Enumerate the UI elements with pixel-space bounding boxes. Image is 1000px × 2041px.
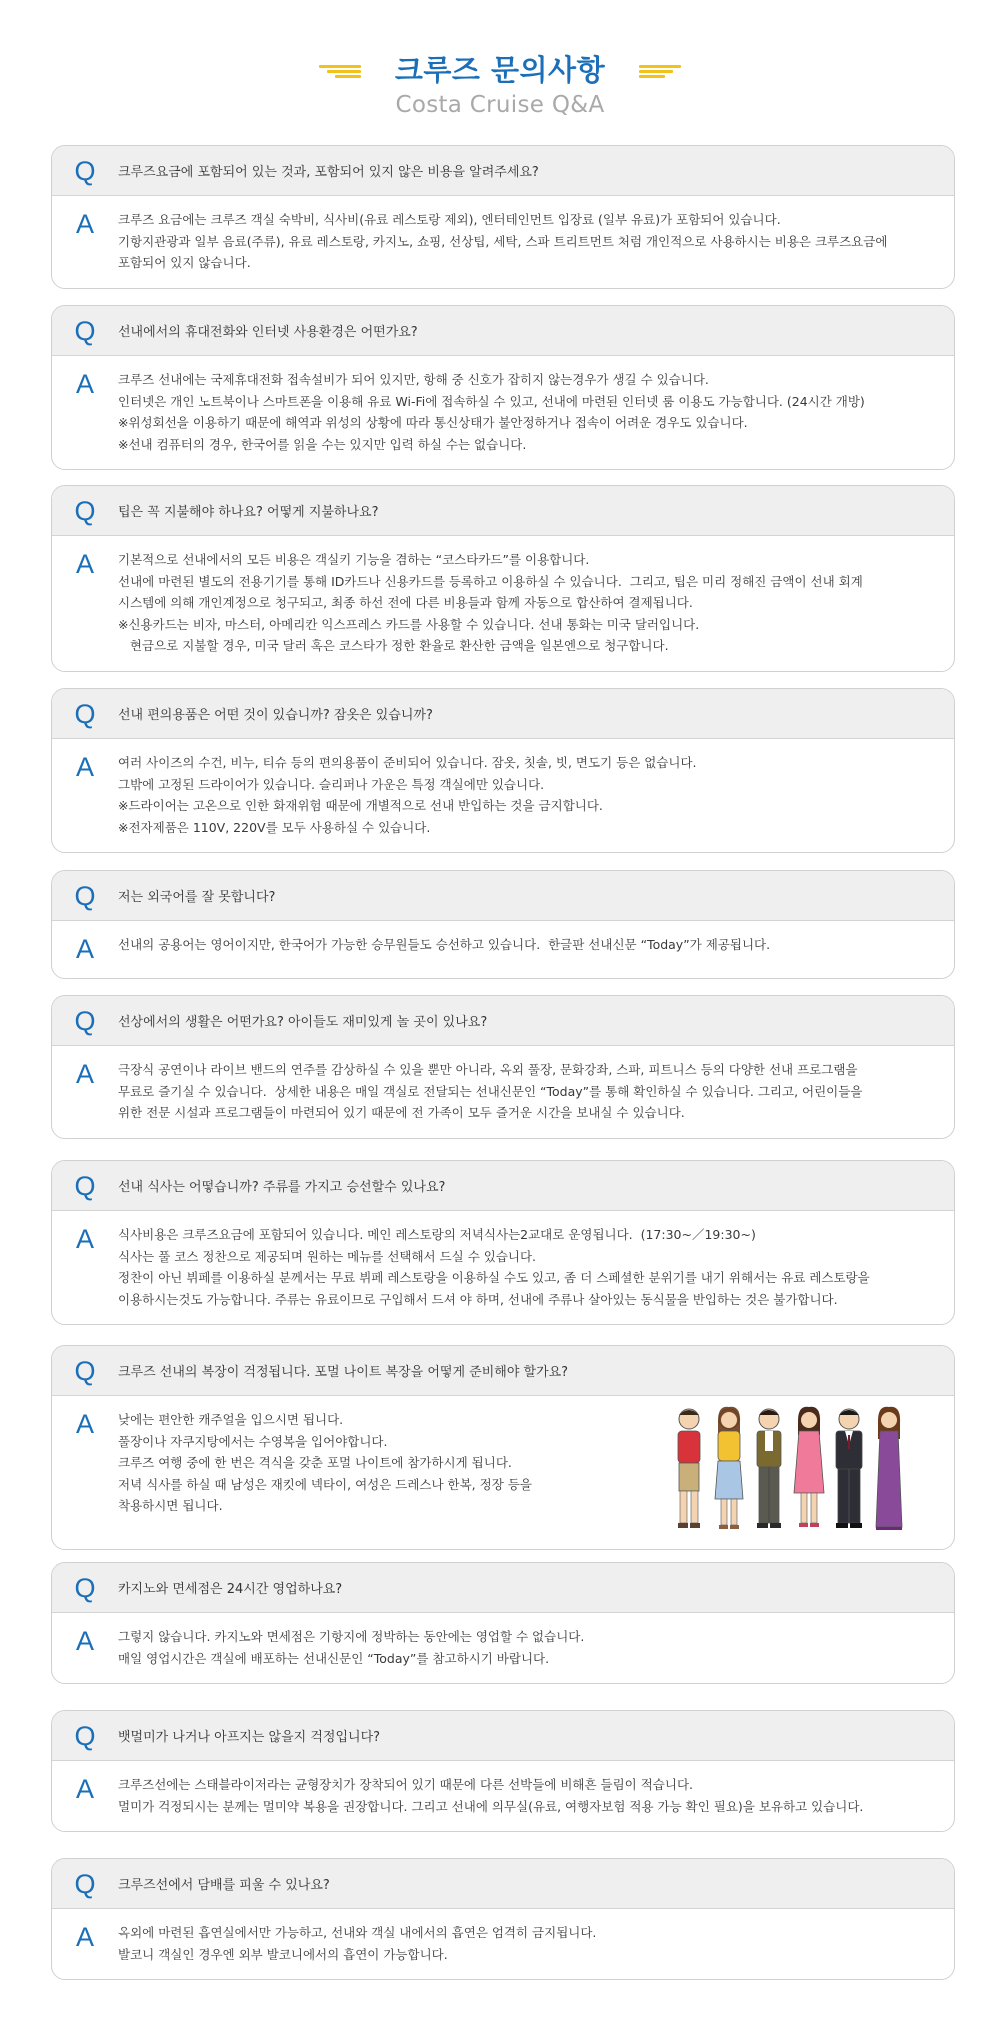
answer-row [52,1613,954,1683]
answer-row [52,1211,954,1324]
question-text: 카지노와 면세점은 24시간 영업하나요? [118,1582,343,1597]
question-mark: Q [74,155,96,186]
answer-line: 크루즈 선내에는 국제휴대전화 접속설비가 되어 있지만, 항해 중 신호가 잡히지 않는경우가 생길 수 있습니다. [118,372,709,387]
answer-line: 위한 전문 시설과 프로그램들이 마련되어 있기 때문에 전 가족이 모두 즐거운 시간을 보내실 수 있습니다. [118,1105,685,1120]
question-row [52,996,954,1046]
answer-mark: A [75,209,94,239]
answer-line: 옥외에 마련된 흡연실에서만 가능하고, 선내와 객실 내에서의 흡연은 엄격히 금지됩니다. [118,1925,597,1940]
answer-row [52,196,954,288]
question-text: 선내에서의 휴대전화와 인터넷 사용환경은 어떤가요? [118,325,418,340]
answer-mark: A [75,1224,94,1254]
person-casual-man-icon [678,1409,700,1528]
faq-item [51,995,955,1139]
title-decoration-left-icon [319,63,361,77]
answer-row [52,536,954,671]
answer-row [52,1761,954,1831]
question-row [52,1563,954,1613]
question-text: 뱃멀미가 나거나 아프지는 않을지 걱정입니다? [118,1730,381,1745]
answer-text [118,1224,894,1310]
answer-text [118,549,887,657]
answer-mark: A [75,1409,94,1439]
page-header [0,52,1000,122]
question-text: 저는 외국어를 잘 못합니다? [118,890,276,905]
answer-text [118,752,721,838]
answer-mark: A [75,934,94,964]
answer-line: ※전자제품은 110V, 220V를 모두 사용하실 수 있습니다. [118,819,431,835]
answer-line: 인터넷은 개인 노트북이나 스마트폰을 이용해 유료 Wi-Fi에 접속하실 수 있고, 선내에 마련된 인터넷 룸 이용도 가능합니다. (24시간 개방) [118,393,865,409]
faq-item [51,870,955,979]
answer-line: 착용하시면 됩니다. [118,1498,223,1513]
page-subtitle: Costa Cruise Q&A [395,92,605,118]
answer-line: 여러 사이즈의 수건, 비누, 티슈 등의 편의용품이 준비되어 있습니다. 잠옷, 칫솔, 빗, 면도기 등은 없습니다. [118,755,697,770]
question-row [52,1711,954,1761]
question-text: 선내 식사는 어떻습니까? 주류를 가지고 승선할수 있나요? [118,1180,446,1195]
answer-row [52,921,954,978]
question-mark: Q [74,1170,96,1201]
question-row [52,1859,954,1909]
answer-line: 크루즈 여행 중에 한 번은 격식을 갖춘 포멀 나이트에 참가하시게 됩니다. [118,1455,512,1470]
question-mark: Q [74,698,96,729]
answer-mark: A [75,369,94,399]
answer-line: 풀장이나 자쿠지탕에서는 수영복을 입어야합니다. [118,1433,388,1449]
answer-mark: A [75,1774,94,1804]
question-row [52,486,954,536]
answer-line: 크루즈선에는 스태블라이저라는 균형장치가 장착되어 있기 때문에 다른 선박들에 비해흔 들림이 적습니다. [118,1777,694,1792]
answer-line: 멀미가 걱정되시는 분께는 멀미약 복용을 권장합니다. 그리고 선내에 의무실(유료, 여행자보험 적용 가능 확인 필요)을 보유하고 있습니다. [118,1798,864,1814]
faq-item [51,688,955,853]
question-mark: Q [74,1868,96,1899]
question-text: 선상에서의 생활은 어떤가요? 아이들도 재미있게 놀 곳이 있나요? [118,1015,488,1030]
answer-text [118,1922,620,1965]
faq-item [51,305,955,470]
answer-line: 선내에 마련된 별도의 전용기기를 통해 ID카드나 신용카드를 등록하고 이용하실 수 있습니다. 그리고, 팁은 미리 정해진 금액이 선내 회계 [118,573,863,589]
question-row [52,1161,954,1211]
answer-line: 그렇지 않습니다. 카지노와 면세점은 기항지에 정박하는 동안에는 영업할 수 없습니다. [118,1629,585,1644]
answer-line: 식사는 풀 코스 정찬으로 제공되며 원하는 메뉴를 선택해서 드실 수 있습니다. [118,1248,537,1264]
faq-item [51,145,955,289]
answer-line: 낮에는 편안한 캐주얼을 입으시면 됩니다. [118,1412,344,1427]
question-text: 크루즈선에서 담배를 피울 수 있나요? [118,1878,330,1893]
answer-line: 발코니 객실인 경우엔 외부 발코니에서의 흡연이 가능합니다. [118,1946,448,1962]
answer-line: 기본적으로 선내에서의 모든 비용은 객실키 기능을 겸하는 “코스타카드”를 이용합니다. [118,552,590,567]
person-dress-woman-icon [794,1407,824,1527]
person-suit-man-icon [836,1409,862,1528]
answer-mark: A [75,1059,94,1089]
faq-item [51,1562,955,1684]
question-mark: Q [74,1355,96,1386]
title-row [0,52,1000,88]
answer-line: ※선내 컴퓨터의 경우, 한국어를 읽을 수는 있지만 입력 하실 수는 없습니다. [118,436,527,452]
answer-row [52,1046,954,1138]
question-text: 팁은 꼭 지불해야 하나요? 어떻게 지불하나요? [118,505,379,520]
question-row [52,871,954,921]
question-row [52,689,954,739]
person-gown-woman-icon [876,1407,902,1530]
answer-text [118,209,911,274]
question-text: 크루즈요금에 포함되어 있는 것과, 포함되어 있지 않은 비용을 알려주세요? [118,165,539,180]
faq-item [51,1160,955,1325]
answer-text [118,1774,887,1817]
answer-line: 이용하시는것도 가능합니다. 주류는 유료이므로 구입해서 드셔 야 하며, 선내에 주류나 살아있는 동식물을 반입하는 것은 불가합니다. [118,1291,838,1307]
answer-mark: A [75,549,94,579]
answer-line: 그밖에 고정된 드라이어가 있습니다. 슬리퍼나 가운은 특정 객실에만 있습니다. [118,776,545,792]
faq-item [51,1858,955,1980]
person-jacket-man-icon [757,1409,781,1528]
answer-line: 식사비용은 크루즈요금에 포함되어 있습니다. 메인 레스토랑의 저녁식사는2교대로 운영됩니다. (17:30~／19:30~) [118,1227,756,1242]
question-text: 크루즈 선내의 복장이 걱정됩니다. 포멀 나이트 복장을 어떻게 준비해야 할가요? [118,1365,569,1380]
answer-mark: A [75,752,94,782]
answer-line: 정찬이 아닌 뷔페를 이용하실 분께서는 무료 뷔페 레스토랑을 이용하실 수도 있고, 좀 더 스페셜한 분위기를 내기 위해서는 유료 레스토랑을 [118,1270,870,1285]
answer-text [118,1626,608,1669]
answer-text [118,1059,886,1124]
answer-line: 저녁 식사를 하실 때 남성은 재킷에 넥타이, 여성은 드레스나 한복, 정장 등을 [118,1476,532,1492]
question-row [52,1346,954,1396]
answer-row [52,1909,954,1979]
answer-mark: A [75,1626,94,1656]
answer-row [52,356,954,469]
answer-line: ※신용카드는 비자, 마스터, 아메리칸 익스프레스 카드를 사용할 수 있습니다. 선내 통화는 미국 달러입니다. [118,616,700,632]
faq-item [51,485,955,672]
question-mark: Q [74,1005,96,1036]
question-mark: Q [74,880,96,911]
question-mark: Q [74,1572,96,1603]
answer-mark: A [75,1922,94,1952]
answer-line: ※위성회선을 이용하기 때문에 해역과 위성의 상황에 따라 통신상태가 불안정하거나 접속이 어려운 경우도 있습니다. [118,415,748,430]
answer-text [118,934,794,964]
faq-item [51,1710,955,1832]
answer-line: ※드라이어는 고온으로 인한 화재위험 때문에 개별적으로 선내 반입하는 것을 금지합니다. [118,798,603,813]
question-mark: Q [74,315,96,346]
answer-text [118,1409,556,1535]
page-title: 크루즈 문의사항 [394,53,606,87]
answer-line: 극장식 공연이나 라이브 밴드의 연주를 감상하실 수 있을 뿐만 아니라, 옥외 풀장, 문화강좌, 스파, 피트니스 등의 다양한 선내 프로그램을 [118,1062,858,1077]
question-mark: Q [74,495,96,526]
answer-text [118,369,889,455]
question-row [52,306,954,356]
question-row [52,146,954,196]
question-mark: Q [74,1720,96,1751]
faq-item [51,1345,955,1550]
answer-row [52,1396,954,1549]
answer-line: 현금으로 지불할 경우, 미국 달러 혹은 코스타가 정한 환율로 환산한 금액을 일본엔으로 청구합니다. [118,638,669,653]
title-decoration-right-icon [639,63,681,77]
answer-line: 선내의 공용어는 영어이지만, 한국어가 가능한 승무원들도 승선하고 있습니다. 한글판 선내신문 “Today”가 제공됩니다. [118,937,771,952]
answer-row [52,739,954,852]
answer-line: 크루즈 요금에는 크루즈 객실 숙박비, 식사비(유료 레스토랑 제외), 엔터테인먼트 입장료 (일부 유료)가 포함되어 있습니다. [118,212,781,227]
person-casual-woman-icon [715,1407,743,1529]
formal-attire-people-illustration [664,1405,914,1535]
answer-line: 포함되어 있지 않습니다. [118,255,251,270]
question-text: 선내 편의용품은 어떤 것이 있습니까? 잠옷은 있습니까? [118,708,433,723]
answer-line: 무료로 즐기실 수 있습니다. 상세한 내용은 매일 객실로 전달되는 선내신문인 “Today”를 통해 확인하실 수 있습니다. 그리고, 어린이들을 [118,1083,863,1099]
answer-line: 시스템에 의해 개인계정으로 청구되고, 최종 하선 전에 다른 비용들과 함께 자동으로 합산하여 결제됩니다. [118,595,693,610]
answer-line: 기항지관광과 일부 음료(주류), 유료 레스토랑, 카지노, 쇼핑, 선상팁, 세탁, 스파 트리트먼트 처럼 개인적으로 사용하시는 비용은 크루즈요금에 [118,233,888,249]
answer-line: 매일 영업시간은 객실에 배포하는 선내신문인 “Today”를 참고하시기 바랍니다. [118,1650,550,1666]
